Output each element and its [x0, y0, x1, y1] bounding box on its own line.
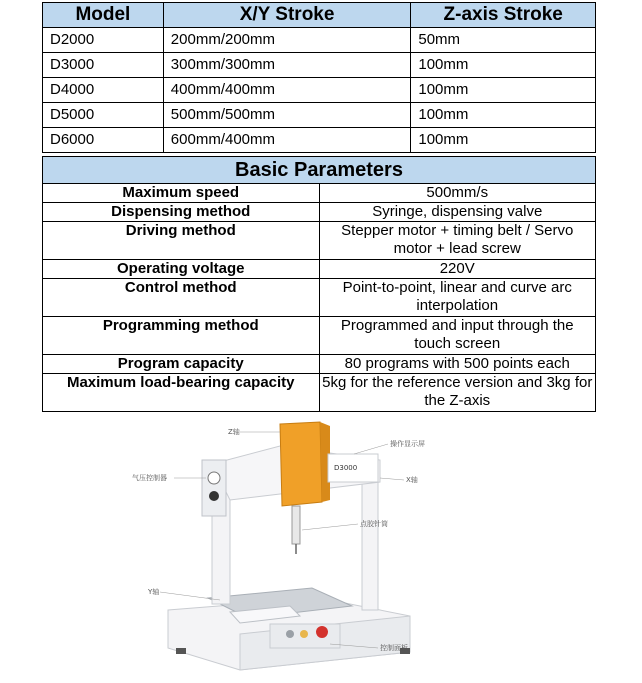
model-cell: D3000: [43, 53, 164, 78]
callout-y-axis: Y轴: [148, 588, 160, 596]
pressure-knob: [209, 491, 219, 501]
table-row: [43, 128, 596, 153]
callout-line: [380, 478, 404, 480]
callout-z-axis: Z轴: [228, 428, 240, 436]
foot: [176, 648, 186, 654]
model-stroke-table: [42, 2, 596, 153]
table-row: [43, 53, 596, 78]
control-button-1: [286, 630, 294, 638]
xy-stroke-cell: 200mm/200mm: [163, 28, 411, 53]
dispensing-robot-image: [130, 420, 450, 682]
xy-stroke-cell: 500mm/500mm: [163, 103, 411, 128]
param-value: 500mm/s: [319, 184, 596, 203]
xy-stroke-cell: 600mm/400mm: [163, 128, 411, 153]
z-stroke-cell: 100mm: [411, 53, 596, 78]
callout-air-pressure: 气压控制器: [132, 474, 167, 482]
param-value: 220V: [319, 260, 596, 279]
param-label: Dispensing method: [43, 203, 320, 222]
param-value: Programmed and input through the touch screen: [319, 317, 596, 355]
table-row: [43, 260, 596, 279]
table-row: [43, 203, 596, 222]
table-row: [43, 222, 596, 260]
param-label: Control method: [43, 279, 320, 317]
z-stroke-header: Z-axis Stroke: [411, 3, 596, 28]
callout-line: [160, 592, 220, 600]
callout-x-axis: X轴: [406, 476, 418, 484]
callout-line: [302, 524, 358, 530]
z-stroke-cell: 50mm: [411, 28, 596, 53]
param-value: Point-to-point, linear and curve arc interpolation: [319, 279, 596, 317]
z-stroke-cell: 100mm: [411, 128, 596, 153]
xy-stroke-cell: 300mm/300mm: [163, 53, 411, 78]
callout-needle: 点胶针筒: [360, 520, 388, 528]
callout-control-panel: 控制面板: [380, 644, 408, 652]
dispensing-robot-illustration: [130, 420, 450, 682]
param-label: Programming method: [43, 317, 320, 355]
param-label: Maximum load-bearing capacity: [43, 374, 320, 412]
xy-stroke-header: X/Y Stroke: [163, 3, 411, 28]
model-cell: D4000: [43, 78, 164, 103]
model-table-header-row: [43, 3, 596, 28]
pressure-gauge: [208, 472, 220, 484]
air-pressure-panel: [202, 460, 226, 516]
dispensing-syringe: [292, 506, 300, 544]
machine-model-label: D3000: [334, 464, 358, 472]
model-header: Model: [43, 3, 164, 28]
table-row: [43, 374, 596, 412]
table-row: [43, 279, 596, 317]
z-stroke-cell: 100mm: [411, 103, 596, 128]
model-cell: D6000: [43, 128, 164, 153]
right-upright: [362, 482, 378, 610]
table-row: [43, 317, 596, 355]
parameters-title-row: [43, 157, 596, 184]
param-label: Maximum speed: [43, 184, 320, 203]
emergency-stop-button: [316, 626, 328, 638]
table-row: [43, 355, 596, 374]
callout-line: [354, 444, 388, 454]
param-label: Program capacity: [43, 355, 320, 374]
table-row: [43, 103, 596, 128]
param-label: Operating voltage: [43, 260, 320, 279]
z-stroke-cell: 100mm: [411, 78, 596, 103]
param-value: Stepper motor + timing belt / Servo motor + lead screw: [319, 222, 596, 260]
param-label: Driving method: [43, 222, 320, 260]
model-cell: D2000: [43, 28, 164, 53]
table-row: [43, 28, 596, 53]
callout-touch-screen: 操作显示屏: [390, 440, 425, 448]
z-axis-head: [280, 422, 322, 506]
param-value: 5kg for the reference version and 3kg for the Z-axis: [319, 374, 596, 412]
basic-parameters-table: [42, 156, 596, 412]
table-row: [43, 78, 596, 103]
parameters-title: Basic Parameters: [43, 157, 596, 184]
param-value: Syringe, dispensing valve: [319, 203, 596, 222]
table-row: [43, 184, 596, 203]
xy-stroke-cell: 400mm/400mm: [163, 78, 411, 103]
model-cell: D5000: [43, 103, 164, 128]
param-value: 80 programs with 500 points each: [319, 355, 596, 374]
control-button-2: [300, 630, 308, 638]
